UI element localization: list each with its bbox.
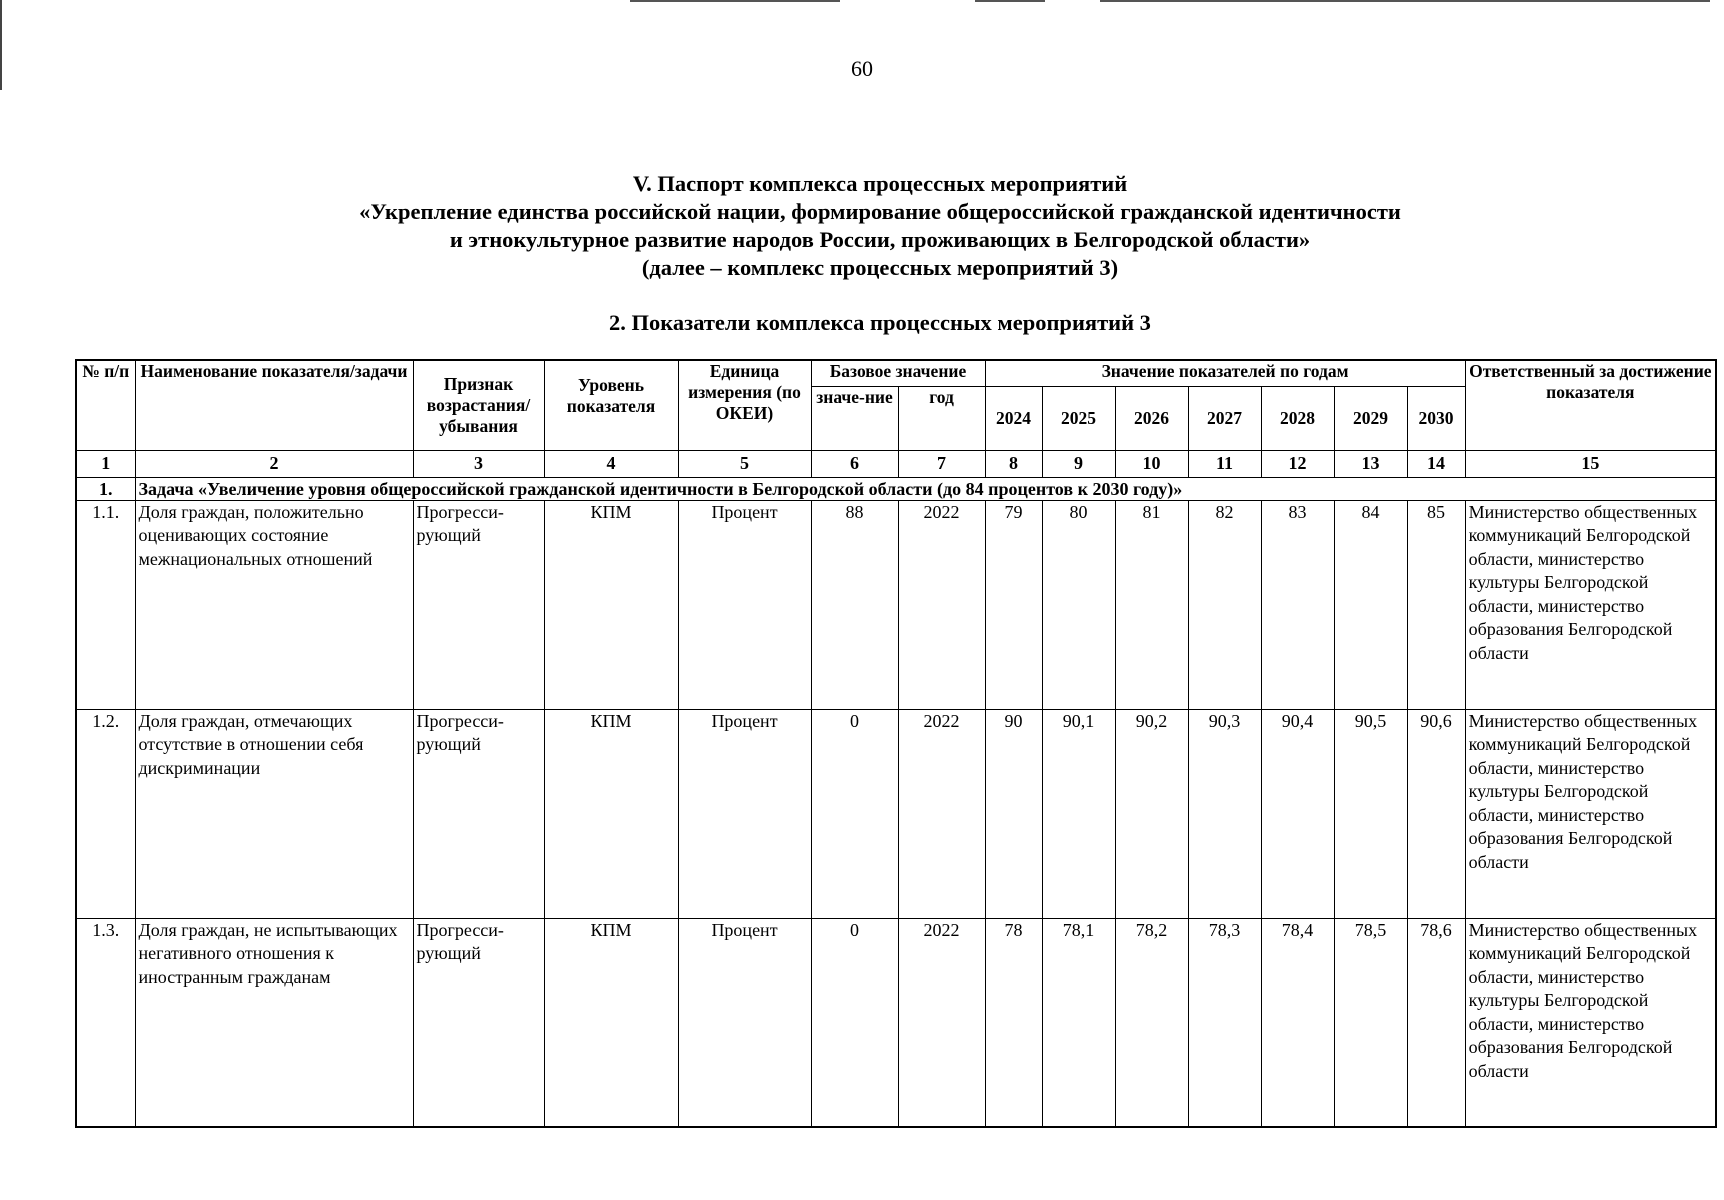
heading-line: V. Паспорт комплекса процессных мероприятий — [632, 171, 1128, 196]
row-sign: Прогресси-рующий — [413, 918, 544, 1127]
page-number: 60 — [851, 56, 873, 81]
row-value: 81 — [1115, 500, 1188, 709]
row-value: 78,2 — [1115, 918, 1188, 1127]
column-number-row — [76, 450, 1716, 477]
row-name: Доля граждан, не испытывающих негативного отношения к иностранным гражданам — [135, 918, 413, 1127]
column-number: 8 — [985, 450, 1042, 477]
row-value: 78,3 — [1188, 918, 1261, 1127]
row-value: 90,3 — [1188, 709, 1261, 918]
column-number: 5 — [678, 450, 811, 477]
row-value: 85 — [1407, 500, 1465, 709]
header-base: Базовое значение — [811, 360, 985, 386]
row-value: 80 — [1042, 500, 1115, 709]
column-number: 13 — [1334, 450, 1407, 477]
row-value: 82 — [1188, 500, 1261, 709]
column-number: 12 — [1261, 450, 1334, 477]
row-name: Доля граждан, положительно оценивающих состояние межнациональных отношений — [135, 500, 413, 709]
row-num: 1.1. — [76, 500, 135, 709]
column-number: 10 — [1115, 450, 1188, 477]
header-year: 2029 — [1334, 386, 1407, 450]
row-value: 78,4 — [1261, 918, 1334, 1127]
row-unit: Процент — [678, 709, 811, 918]
indicators-table — [75, 359, 1717, 1128]
row-name: Доля граждан, отмечающих отсутствие в отношении себя дискриминации — [135, 709, 413, 918]
row-value: 78,6 — [1407, 918, 1465, 1127]
table-row — [76, 709, 1716, 918]
table-row — [76, 500, 1716, 709]
row-value: 83 — [1261, 500, 1334, 709]
row-value: 90,1 — [1042, 709, 1115, 918]
column-number: 1 — [76, 450, 135, 477]
section-heading — [60, 170, 1700, 282]
header-responsible: Ответственный за достижение показателя — [1465, 360, 1716, 450]
scan-edge-top — [630, 0, 840, 2]
column-number: 15 — [1465, 450, 1716, 477]
header-year: 2025 — [1042, 386, 1115, 450]
header-year: 2027 — [1188, 386, 1261, 450]
column-number: 2 — [135, 450, 413, 477]
column-number: 3 — [413, 450, 544, 477]
row-level: КПМ — [544, 918, 678, 1127]
task-row — [76, 477, 1716, 500]
row-value: 90,2 — [1115, 709, 1188, 918]
task-text: Задача «Увеличение уровня общероссийской гражданской идентичности в Белгородской области (до 84 процентов к 2030 году)» — [135, 477, 1716, 500]
row-value: 90,5 — [1334, 709, 1407, 918]
header-num: № п/п — [76, 360, 135, 450]
header-base-year: год — [898, 386, 985, 450]
table-row — [76, 918, 1716, 1127]
row-level: КПМ — [544, 500, 678, 709]
header-name: Наименование показателя/задачи — [135, 360, 413, 450]
row-sign: Прогресси-рующий — [413, 500, 544, 709]
row-value: 90,6 — [1407, 709, 1465, 918]
row-num: 1.2. — [76, 709, 135, 918]
row-unit: Процент — [678, 500, 811, 709]
column-number: 9 — [1042, 450, 1115, 477]
header-year: 2030 — [1407, 386, 1465, 450]
column-number: 7 — [898, 450, 985, 477]
row-level: КПМ — [544, 709, 678, 918]
row-sign: Прогресси-рующий — [413, 709, 544, 918]
column-number: 11 — [1188, 450, 1261, 477]
row-value: 78,1 — [1042, 918, 1115, 1127]
task-num: 1. — [76, 477, 135, 500]
column-number: 14 — [1407, 450, 1465, 477]
row-responsible: Министерство общественных коммуникаций Белгородской области, министерство культуры Белгородской области, министерство образования Белгородской области — [1465, 500, 1716, 709]
row-base-year: 2022 — [898, 918, 985, 1127]
header-sign: Признак возрастания/ убывания — [413, 360, 544, 450]
row-base-year: 2022 — [898, 500, 985, 709]
row-value: 90 — [985, 709, 1042, 918]
header-unit: Единица измерения (по ОКЕИ) — [678, 360, 811, 450]
scan-edge-top — [1100, 0, 1710, 2]
table-title: 2. Показатели комплекса процессных мероприятий 3 — [609, 310, 1151, 335]
header-year: 2026 — [1115, 386, 1188, 450]
row-base-value: 0 — [811, 918, 898, 1127]
row-value: 78,5 — [1334, 918, 1407, 1127]
row-base-value: 0 — [811, 709, 898, 918]
row-base-year: 2022 — [898, 709, 985, 918]
row-value: 90,4 — [1261, 709, 1334, 918]
row-value: 78 — [985, 918, 1042, 1127]
header-year: 2024 — [985, 386, 1042, 450]
row-value: 79 — [985, 500, 1042, 709]
scan-edge-top — [975, 0, 1045, 2]
heading-line: «Укрепление единства российской нации, формирование общероссийской гражданской идентичности — [359, 199, 1401, 224]
column-number: 6 — [811, 450, 898, 477]
header-level: Уровень показателя — [544, 360, 678, 450]
row-num: 1.3. — [76, 918, 135, 1127]
row-value: 84 — [1334, 500, 1407, 709]
column-number: 4 — [544, 450, 678, 477]
header-year: 2028 — [1261, 386, 1334, 450]
row-unit: Процент — [678, 918, 811, 1127]
row-responsible: Министерство общественных коммуникаций Белгородской области, министерство культуры Белгородской области, министерство образования Белгородской области — [1465, 709, 1716, 918]
row-responsible: Министерство общественных коммуникаций Белгородской области, министерство культуры Белгородской области, министерство образования Белгородской области — [1465, 918, 1716, 1127]
heading-line: и этнокультурное развитие народов России, проживающих в Белгородской области» — [449, 227, 1311, 252]
header-base-value: значе-ние — [811, 386, 898, 450]
row-base-value: 88 — [811, 500, 898, 709]
heading-line: (далее – комплекс процессных мероприятий 3) — [641, 255, 1119, 280]
header-by-years: Значение показателей по годам — [985, 360, 1465, 386]
